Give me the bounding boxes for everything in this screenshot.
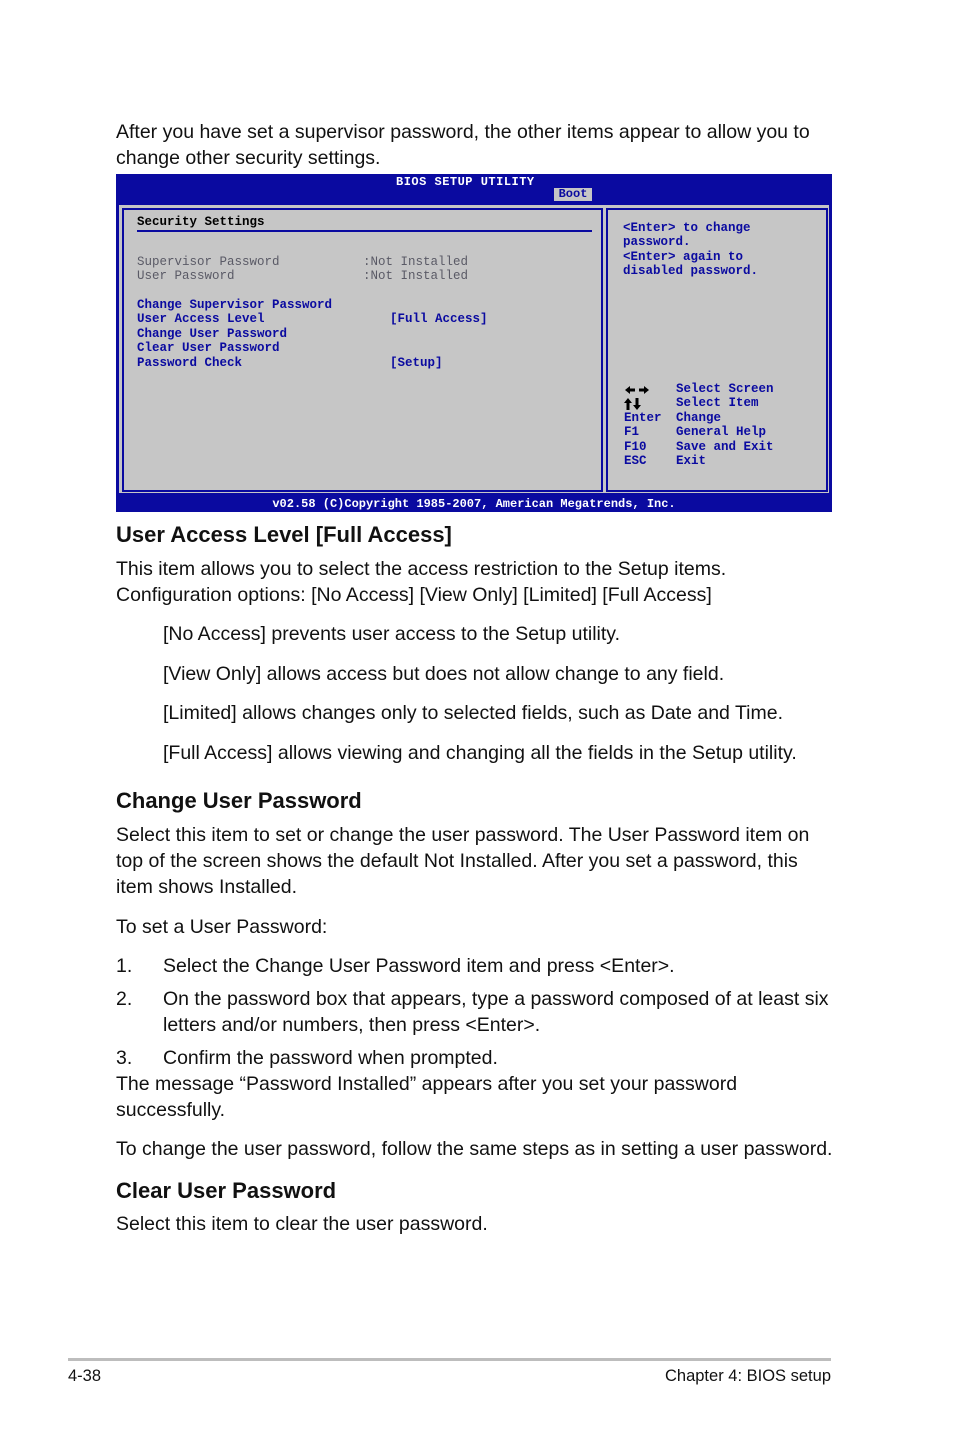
- menu-item-user-access-level[interactable]: User Access Level: [137, 312, 265, 326]
- intro-paragraph: After you have set a supervisor password, the other items appear to allow you to change other security settings.: [116, 121, 810, 169]
- help-line-3: <Enter> again to: [623, 250, 744, 264]
- key-desc-save-exit: Save and Exit: [676, 440, 774, 454]
- key-f10: F10: [624, 440, 647, 454]
- menu-item-change-supervisor-password[interactable]: Change Supervisor Password: [137, 298, 333, 312]
- change-password-description: Select this item to set or change the user password. The User Password item on top of the screen shows the default Not Installed. After you set a password, this item shows Installed.: [116, 824, 810, 898]
- help-line-4: disabled password.: [623, 264, 759, 278]
- key-desc-change: Change: [676, 411, 722, 425]
- heading-change-user-password: Change User Password: [116, 788, 362, 813]
- arrows-lr-icon: [624, 384, 650, 396]
- option-full-access: [Full Access] allows viewing and changing all the fields in the Setup utility.: [163, 742, 797, 764]
- bios-title-bar: [116, 174, 832, 190]
- option-view-only: [View Only] allows access but does not allow change to any field.: [163, 663, 725, 685]
- change-password-note: To change the user password, follow the same steps as in setting a user password.: [116, 1138, 833, 1160]
- bios-help-panel: [604, 205, 829, 493]
- bios-tab-boot[interactable]: Boot: [554, 188, 592, 201]
- set-password-intro: To set a User Password:: [116, 916, 328, 938]
- key-enter: Enter: [624, 411, 662, 425]
- menu-item-clear-user-password[interactable]: Clear User Password: [137, 341, 280, 355]
- section-divider: [137, 230, 592, 232]
- section-title: Security Settings: [137, 215, 265, 229]
- password-installed-message: The message “Password Installed” appears after you set your password successfully.: [116, 1073, 738, 1121]
- key-desc-general-help: General Help: [676, 425, 767, 439]
- step-3-number: 3.: [116, 1047, 133, 1069]
- step-3-text: Confirm the password when prompted.: [163, 1047, 498, 1069]
- key-desc-select-screen: Select Screen: [676, 382, 774, 396]
- bios-copyright: v02.58 (C)Copyright 1985-2007, American Megatrends, Inc.: [272, 497, 676, 511]
- step-2-number: 2.: [116, 988, 133, 1010]
- password-check-value[interactable]: [Setup]: [390, 356, 443, 370]
- key-desc-exit: Exit: [676, 454, 707, 468]
- bios-screenshot: [116, 174, 832, 512]
- page-number: 4-38: [68, 1367, 102, 1385]
- bios-title: BIOS SETUP UTILITY: [396, 175, 535, 189]
- user-access-description: This item allows you to select the access restriction to the Setup items. Configuration options: [No Access] [View Only] [Limited] [Full Access]: [116, 558, 727, 606]
- status-label-supervisor: Supervisor Password: [137, 255, 280, 269]
- step-1-text: Select the Change User Password item and press <Enter>.: [163, 955, 675, 977]
- status-value-supervisor: :Not Installed: [363, 255, 469, 269]
- help-line-2: password.: [623, 235, 691, 249]
- status-value-user: :Not Installed: [363, 269, 469, 283]
- key-esc: ESC: [624, 454, 647, 468]
- key-desc-select-item: Select Item: [676, 396, 759, 410]
- status-label-user: User Password: [137, 269, 235, 283]
- help-line-1: <Enter> to change: [623, 221, 751, 235]
- heading-user-access-level: User Access Level [Full Access]: [116, 522, 452, 547]
- step-1-number: 1.: [116, 955, 133, 977]
- option-limited: [Limited] allows changes only to selected fields, such as Date and Time.: [163, 702, 783, 724]
- step-2-text: On the password box that appears, type a password composed of at least six letters and/or numbers, then press <Enter>.: [163, 988, 829, 1036]
- arrows-ud-icon: [624, 397, 642, 411]
- menu-item-change-user-password[interactable]: Change User Password: [137, 327, 288, 341]
- chapter-title: Chapter 4: BIOS setup: [664, 1367, 831, 1385]
- option-no-access: [No Access] prevents user access to the Setup utility.: [163, 623, 621, 645]
- key-f1: F1: [624, 425, 640, 439]
- bios-settings-panel: [119, 205, 604, 493]
- clear-password-description: Select this item to clear the user password.: [116, 1213, 488, 1235]
- footer-divider: [68, 1358, 831, 1361]
- menu-item-password-check[interactable]: Password Check: [137, 356, 243, 370]
- heading-clear-user-password: Clear User Password: [116, 1178, 337, 1203]
- user-access-level-value[interactable]: [Full Access]: [390, 312, 488, 326]
